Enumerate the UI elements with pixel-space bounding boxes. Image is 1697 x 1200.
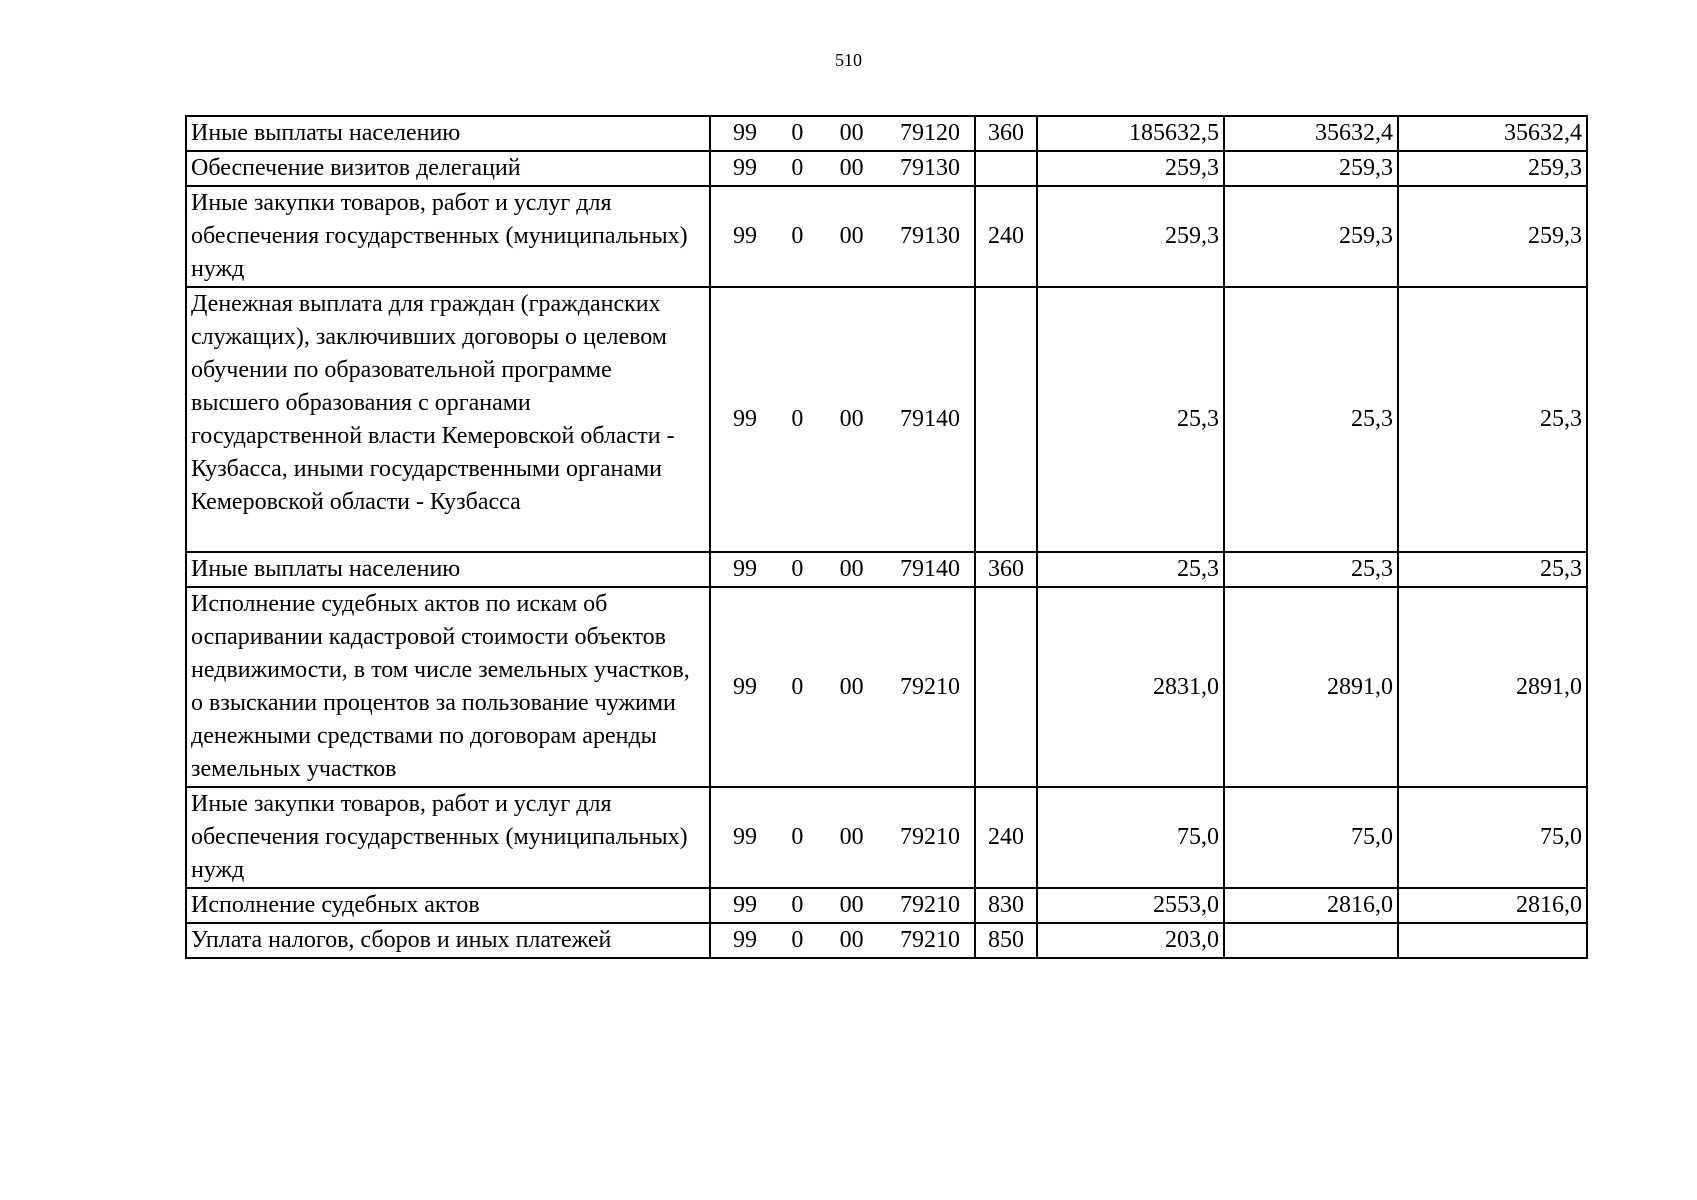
code-program: 99 (733, 927, 757, 953)
expense-type-code (975, 151, 1037, 186)
expense-type-code: 360 (975, 116, 1037, 151)
code-subprogram: 0 (791, 673, 804, 700)
code-subprogram: 0 (791, 892, 804, 918)
expense-name: Уплата налогов, сборов и иных платежей (186, 923, 710, 958)
page-number: 510 (835, 50, 862, 70)
expense-name: Исполнение судебных актов по искам об оспаривании кадастровой стоимости объектов недвижимости, в том числе земельных участков, о взыскании процентов за пользование чужими денежными средствами по договорам аренды земельных участков (186, 587, 710, 787)
amount-year-2: 75,0 (1224, 787, 1398, 888)
amount-year-2: 259,3 (1224, 151, 1398, 186)
code-direction: 79140 (899, 556, 960, 582)
code-direction: 79130 (899, 223, 960, 249)
code-direction: 79130 (899, 155, 960, 181)
table-row (186, 552, 1587, 587)
code-program: 99 (733, 120, 757, 146)
table-row (186, 787, 1587, 888)
expense-name: Денежная выплата для граждан (гражданских служащих), заключивших договоры о целевом обучении по образовательной программе высшего образования с органами государственной власти Кемеровской области - Кузбасса, иными государственными органами Кемеровской области - Кузбасса (186, 287, 710, 552)
amount-year-3: 25,3 (1398, 287, 1587, 552)
expense-name: Исполнение судебных актов (186, 888, 710, 923)
code-subprogram: 0 (791, 155, 804, 181)
code-subprogram: 0 (791, 120, 804, 146)
code-program: 99 (733, 406, 757, 432)
expense-type-code: 360 (975, 552, 1037, 587)
target-code (710, 186, 975, 287)
amount-year-3: 2891,0 (1398, 587, 1587, 787)
code-event: 00 (839, 223, 864, 249)
code-event: 00 (839, 155, 864, 181)
expense-type-code (975, 587, 1037, 787)
table-row (186, 186, 1587, 287)
target-code (710, 888, 975, 923)
table-row (186, 287, 1587, 552)
code-program: 99 (733, 155, 757, 181)
code-event: 00 (839, 824, 864, 850)
amount-year-1: 25,3 (1037, 287, 1224, 552)
target-code (710, 552, 975, 587)
amount-year-3: 35632,4 (1398, 116, 1587, 151)
amount-year-2: 25,3 (1224, 552, 1398, 587)
amount-year-1: 259,3 (1037, 151, 1224, 186)
amount-year-1: 185632,5 (1037, 116, 1224, 151)
code-subprogram: 0 (791, 223, 804, 249)
amount-year-2 (1224, 923, 1398, 958)
target-code (710, 787, 975, 888)
amount-year-1: 2553,0 (1037, 888, 1224, 923)
expense-type-code (975, 287, 1037, 552)
amount-year-1: 203,0 (1037, 923, 1224, 958)
amount-year-3: 2816,0 (1398, 888, 1587, 923)
expense-name: Иные закупки товаров, работ и услуг для обеспечения государственных (муниципальных) нужд (186, 787, 710, 888)
code-direction: 79140 (899, 406, 960, 432)
code-event: 00 (839, 673, 864, 700)
expense-type-code: 850 (975, 923, 1037, 958)
budget-table (185, 115, 1588, 959)
code-event: 00 (839, 892, 864, 918)
code-event: 00 (839, 406, 864, 432)
code-subprogram: 0 (791, 406, 804, 432)
amount-year-1: 25,3 (1037, 552, 1224, 587)
target-code (710, 151, 975, 186)
code-program: 99 (733, 892, 757, 918)
code-direction: 79210 (899, 927, 960, 953)
target-code (710, 923, 975, 958)
code-program: 99 (733, 556, 757, 582)
amount-year-2: 259,3 (1224, 186, 1398, 287)
code-subprogram: 0 (791, 824, 804, 850)
target-code (710, 287, 975, 552)
amount-year-3 (1398, 923, 1587, 958)
code-direction: 79210 (899, 824, 960, 850)
code-program: 99 (733, 824, 757, 850)
target-code (710, 587, 975, 787)
table-row (186, 923, 1587, 958)
amount-year-2: 35632,4 (1224, 116, 1398, 151)
amount-year-3: 75,0 (1398, 787, 1587, 888)
amount-year-2: 2891,0 (1224, 587, 1398, 787)
code-subprogram: 0 (791, 927, 804, 953)
code-event: 00 (839, 120, 864, 146)
code-program: 99 (733, 673, 757, 700)
table-row (186, 116, 1587, 151)
amount-year-2: 2816,0 (1224, 888, 1398, 923)
amount-year-1: 259,3 (1037, 186, 1224, 287)
expense-type-code: 240 (975, 186, 1037, 287)
amount-year-1: 2831,0 (1037, 587, 1224, 787)
expense-type-code: 830 (975, 888, 1037, 923)
code-program: 99 (733, 223, 757, 249)
table-row (186, 151, 1587, 186)
code-event: 00 (839, 556, 864, 582)
amount-year-2: 25,3 (1224, 287, 1398, 552)
amount-year-1: 75,0 (1037, 787, 1224, 888)
amount-year-3: 259,3 (1398, 186, 1587, 287)
table-row (186, 888, 1587, 923)
expense-name: Обеспечение визитов делегаций (186, 151, 710, 186)
code-subprogram: 0 (791, 556, 804, 582)
table-row (186, 587, 1587, 787)
expense-name: Иные закупки товаров, работ и услуг для обеспечения государственных (муниципальных) нужд (186, 186, 710, 287)
code-direction: 79210 (899, 673, 960, 700)
amount-year-3: 25,3 (1398, 552, 1587, 587)
expense-name: Иные выплаты населению (186, 116, 710, 151)
target-code (710, 116, 975, 151)
expense-type-code: 240 (975, 787, 1037, 888)
expense-name: Иные выплаты населению (186, 552, 710, 587)
code-event: 00 (839, 927, 864, 953)
amount-year-3: 259,3 (1398, 151, 1587, 186)
code-direction: 79210 (899, 892, 960, 918)
code-direction: 79120 (899, 120, 960, 146)
